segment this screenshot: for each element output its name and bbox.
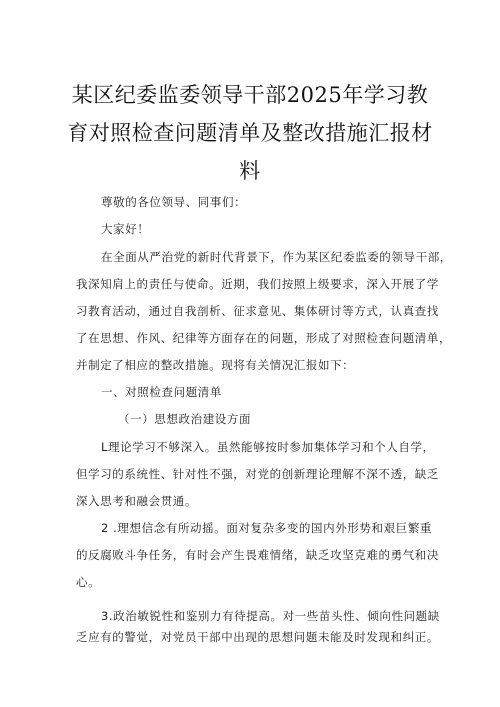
document-title-line-3: 料 [239, 159, 261, 183]
item-1-line-3: 深入思考和融会贯通。 [76, 494, 197, 508]
section-1-heading: 一、对照检查问题清单 [101, 385, 222, 399]
intro-line-5: 并制定了相应的整改措施。现将有关情况汇报如下： [76, 358, 355, 372]
intro-line-2: 我深知肩上的责任与使命。近期，我们按照上级要求，深入开展了学 [76, 277, 439, 291]
item-2-line-2: 的反腐败斗争任务，有时会产生畏难情绪，缺乏攻坚克难的勇气和决 [76, 548, 439, 562]
item-1-line-1: L理论学习不够深入。虽然能够按时参加集体学习和个人自学， [101, 440, 435, 454]
intro-line-3: 习教育活动，通过自我剖析、征求意见、集体研讨等方式，认真查找 [76, 304, 439, 318]
item-1-line-2: 但学习的系统性、针对性不强，对党的创新理论理解不深不透，缺乏 [76, 467, 439, 481]
intro-line-1: 在全面从严治党的新时代背景下，作为某区纪委监委的领导干部， [101, 250, 452, 264]
greeting: 大家好！ [101, 222, 150, 236]
item-3-line-2: 乏应有的警觉，对党员干部中出现的思想问题未能及时发现和纠正。 [76, 630, 439, 644]
salutation: 尊敬的各位领导、同事们： [101, 195, 247, 209]
item-2-line-1: 2 .理想信念有所动摇。面对复杂多变的国内外形势和艰巨繁重 [101, 521, 433, 535]
intro-line-4: 了在思想、作风、纪律等方面存在的问题，形成了对照检查问题清单， [76, 331, 452, 345]
item-3-line-1: 3.政治敏锐性和鉴别力有待提高。对一些苗头性、倾向性问题缺 [101, 609, 440, 623]
subsection-1-heading: （一）思想政治建设方面 [118, 412, 252, 426]
document-title-line-1: 某区纪委监委领导干部2025年学习教 [71, 83, 429, 107]
item-2-line-3: 心。 [76, 575, 101, 589]
document-title-line-2: 育对照检查问题清单及整改措施汇报材 [67, 121, 433, 145]
